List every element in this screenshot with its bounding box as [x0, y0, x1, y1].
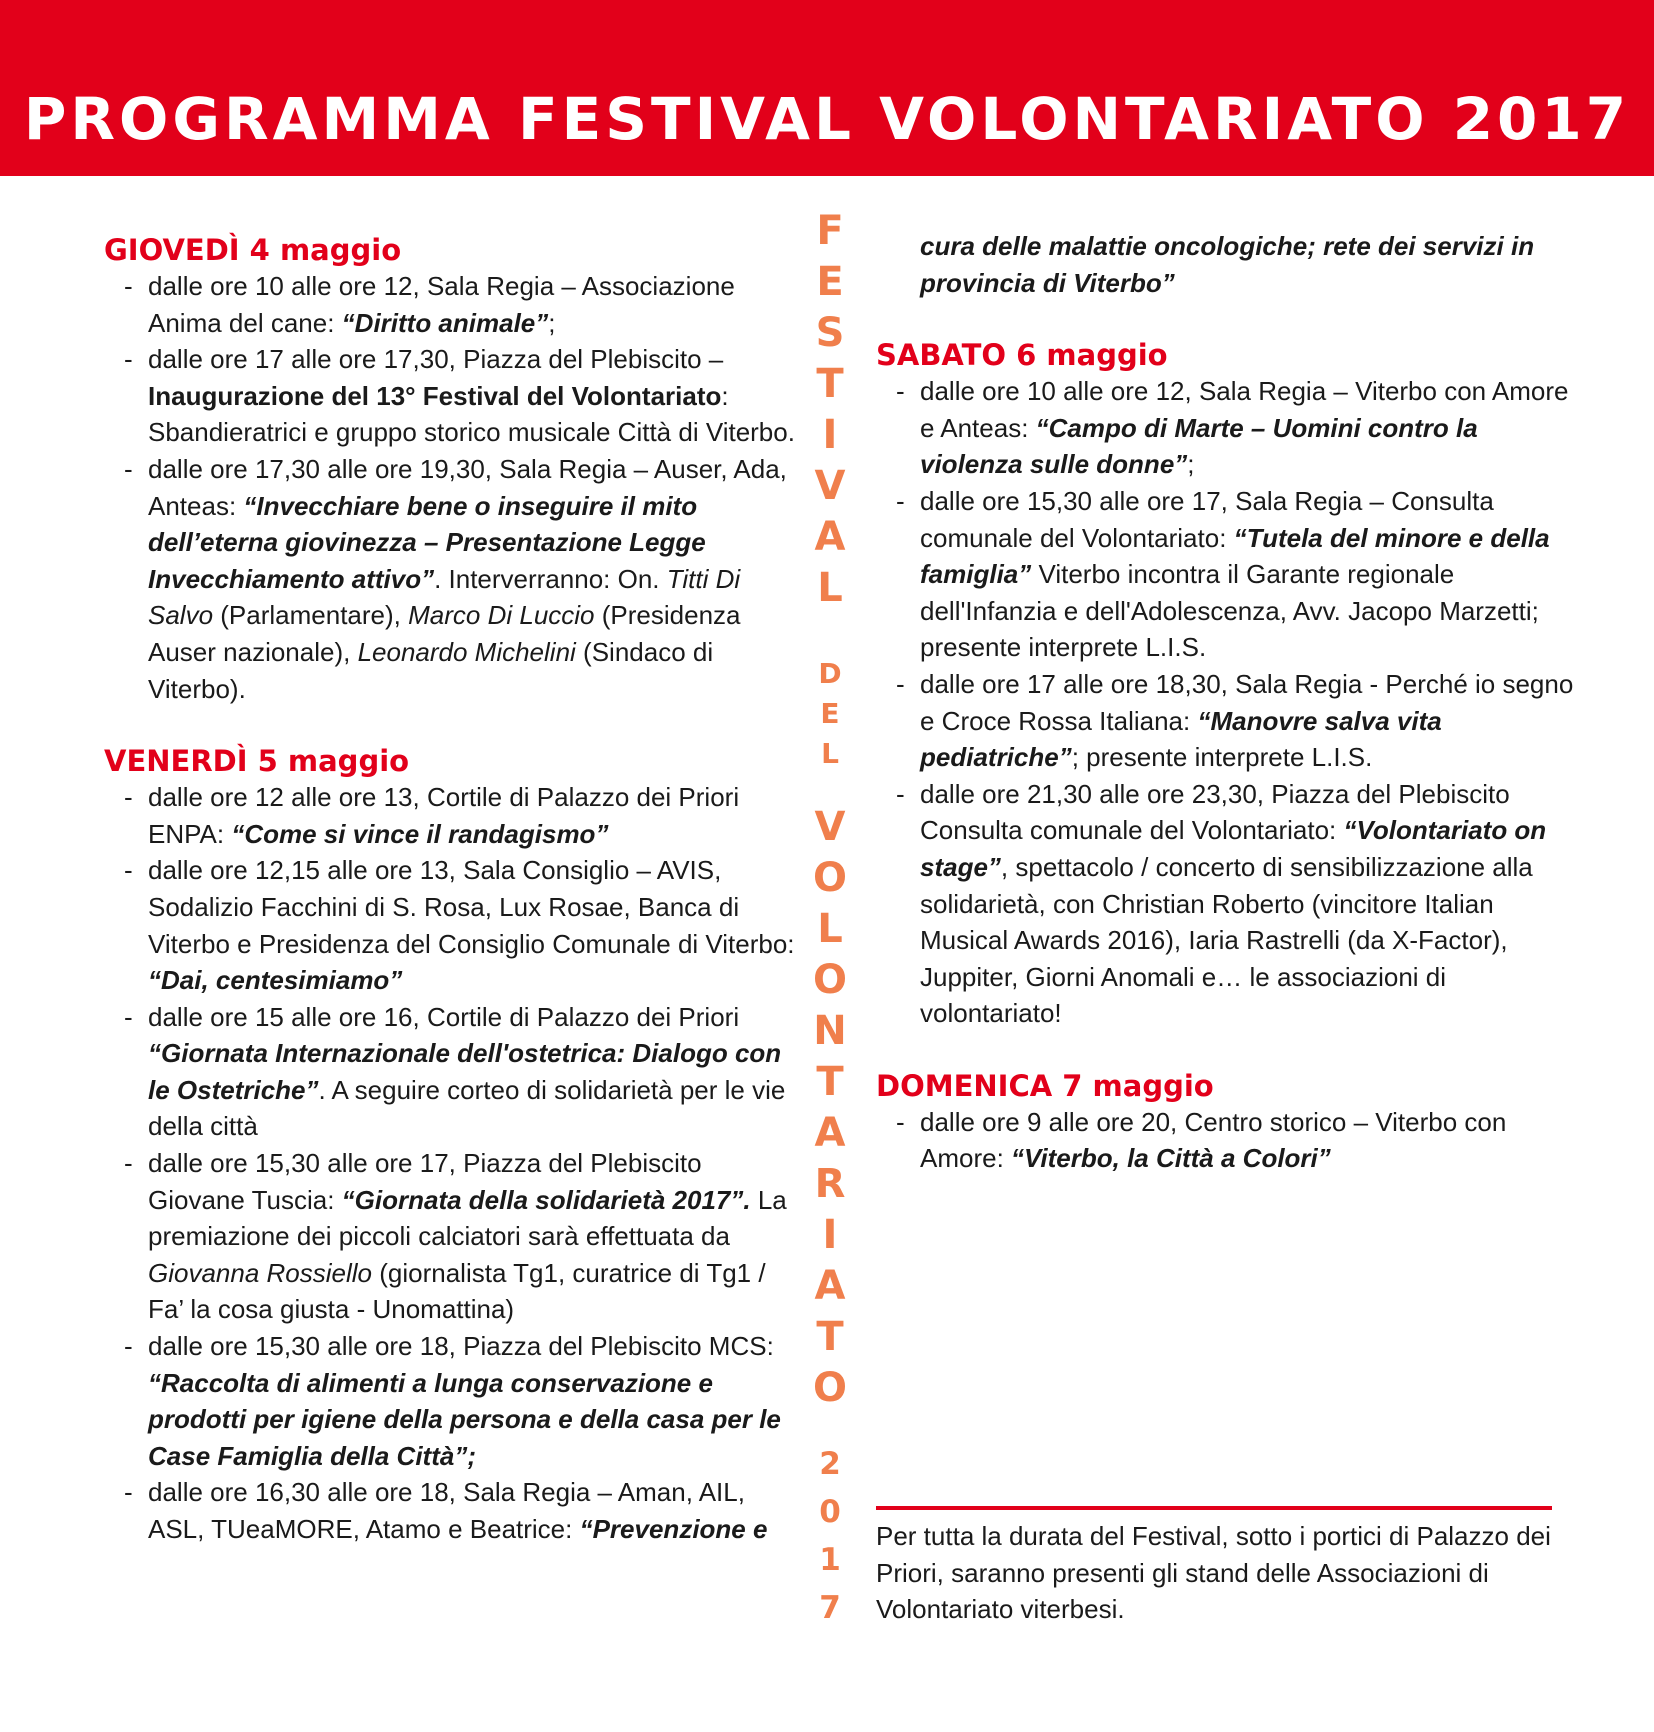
event-item: - dalle ore 17 alle ore 18,30, Sala Regia - Perché io segno e Croce Rossa Italiana: “Manovre salva vita pediatriche”; presente interprete L.I.S.	[876, 666, 1576, 776]
list-dash: -	[124, 1148, 133, 1179]
event-item: - dalle ore 12,15 alle ore 13, Sala Consiglio – AVIS, Sodalizio Facchini di S. Rosa, Lux Rosae, Banca di Viterbo e Presidenza del Consiglio Comunale di Viterbo: “Dai, centesimiamo”	[104, 852, 804, 998]
day-heading-saturday: SABATO 6 maggio	[876, 338, 1168, 373]
left-column	[104, 232, 804, 1548]
event-item: - dalle ore 10 alle ore 12, Sala Regia – Associazione Anima del cane: “Diritto animale”;	[104, 268, 804, 341]
event-item: - dalle ore 17,30 alle ore 19,30, Sala Regia – Auser, Ada, Anteas: “Invecchiare bene o inseguire il mito dell’eterna giovinezza – Presentazione Legge Invecchiamento attivo”. Interverranno: On. Titti Di Salvo (Parlamentare), Marco Di Luccio (Presidenza Auser nazionale), Leonardo Michelini (Sindaco di Viterbo).	[104, 451, 804, 707]
event-item: - dalle ore 12 alle ore 13, Cortile di Palazzo dei Priori ENPA: “Come si vince il randagismo”	[104, 779, 804, 852]
list-dash: -	[124, 344, 133, 375]
event-item: - dalle ore 9 alle ore 20, Centro storico – Viterbo con Amore: “Viterbo, la Città a Colori”	[876, 1104, 1576, 1177]
event-item: - dalle ore 10 alle ore 12, Sala Regia – Viterbo con Amore e Anteas: “Campo di Marte – Uomini contro la violenza sulle donne”;	[876, 373, 1576, 483]
page-title: PROGRAMMA FESTIVAL VOLONTARIATO 2017	[23, 85, 1631, 153]
right-column	[876, 228, 1576, 1177]
list-dash: -	[896, 376, 905, 407]
event-item: - dalle ore 15,30 alle ore 18, Piazza del Plebiscito MCS: “Raccolta di alimenti a lunga conservazione e prodotti per igiene della persona e della casa per le Case Famiglia della Città”;	[104, 1328, 804, 1474]
vertical-word-festival: F E S T I V A L	[814, 208, 846, 611]
list-dash: -	[896, 1106, 905, 1137]
list-dash: -	[124, 453, 133, 484]
event-item: - dalle ore 15 alle ore 16, Cortile di Palazzo dei Priori “Giornata Internazionale dell'ostetrica: Dialogo con le Ostetriche”. A seguire corteo di solidarietà per le vie della città	[104, 999, 804, 1145]
list-dash: -	[124, 1331, 133, 1362]
day-heading-thursday: GIOVEDÌ 4 maggio	[104, 233, 402, 267]
day-heading-sunday: DOMENICA 7 maggio	[876, 1068, 1214, 1103]
list-dash: -	[896, 778, 905, 809]
list-dash: -	[124, 1477, 133, 1508]
vertical-year: 2 0 1 7	[819, 1446, 841, 1626]
event-item: - dalle ore 16,30 alle ore 18, Sala Regia – Aman, AIL, ASL, TUeaMORE, Atamo e Beatrice: “Prevenzione e	[104, 1474, 804, 1547]
list-dash: -	[124, 1001, 133, 1032]
list-dash: -	[124, 782, 133, 813]
vertical-word-volontariato: V O L O N T A R I A T O	[812, 804, 847, 1411]
footer-note: Per tutta la durata del Festival, sotto i portici di Palazzo dei Priori, saranno presenti gli stand delle Associazioni di Volontariato viterbesi.	[876, 1521, 1551, 1625]
event-item: - dalle ore 21,30 alle ore 23,30, Piazza del Plebiscito Consulta comunale del Volontariato: “Volontariato on stage”, spettacolo / concerto di sensibilizzazione alla solidarietà, con Christian Roberto (vincitore Italian Musical Awards 2016), Iaria Rastrelli (da X-Factor), Juppiter, Giorni Anomali e… le associazioni di volontariato!	[876, 776, 1576, 1032]
list-dash: -	[896, 668, 905, 699]
event-item: - dalle ore 17 alle ore 17,30, Piazza del Plebiscito – Inaugurazione del 13° Festival del Volontariato: Sbandieratrici e gruppo storico musicale Città di Viterbo.	[104, 341, 804, 451]
list-dash: -	[124, 271, 133, 301]
header-banner	[0, 0, 1654, 176]
event-continuation: cura delle malattie oncologiche; rete dei servizi in provincia di Viterbo”	[920, 231, 1535, 298]
list-dash: -	[896, 485, 905, 516]
footer-divider	[876, 1506, 1552, 1510]
event-item: - dalle ore 15,30 alle ore 17, Sala Regia – Consulta comunale del Volontariato: “Tutela del minore e della famiglia” Viterbo incontra il Garante regionale dell'Infanzia e dell'Adolescenza, Avv. Jacopo Marzetti; presente interprete L.I.S.	[876, 483, 1576, 666]
list-dash: -	[124, 855, 133, 886]
day-heading-friday: VENERDÌ 5 maggio	[104, 744, 410, 779]
vertical-word-del: D E L	[818, 657, 842, 770]
event-item: - dalle ore 15,30 alle ore 17, Piazza del Plebiscito Giovane Tuscia: “Giornata della solidarietà 2017”. La premiazione dei piccoli calciatori sarà effettuata da Giovanna Rossiello (giornalista Tg1, curatrice di Tg1 / Fa’ la cosa giusta - Unomattina)	[104, 1145, 804, 1328]
